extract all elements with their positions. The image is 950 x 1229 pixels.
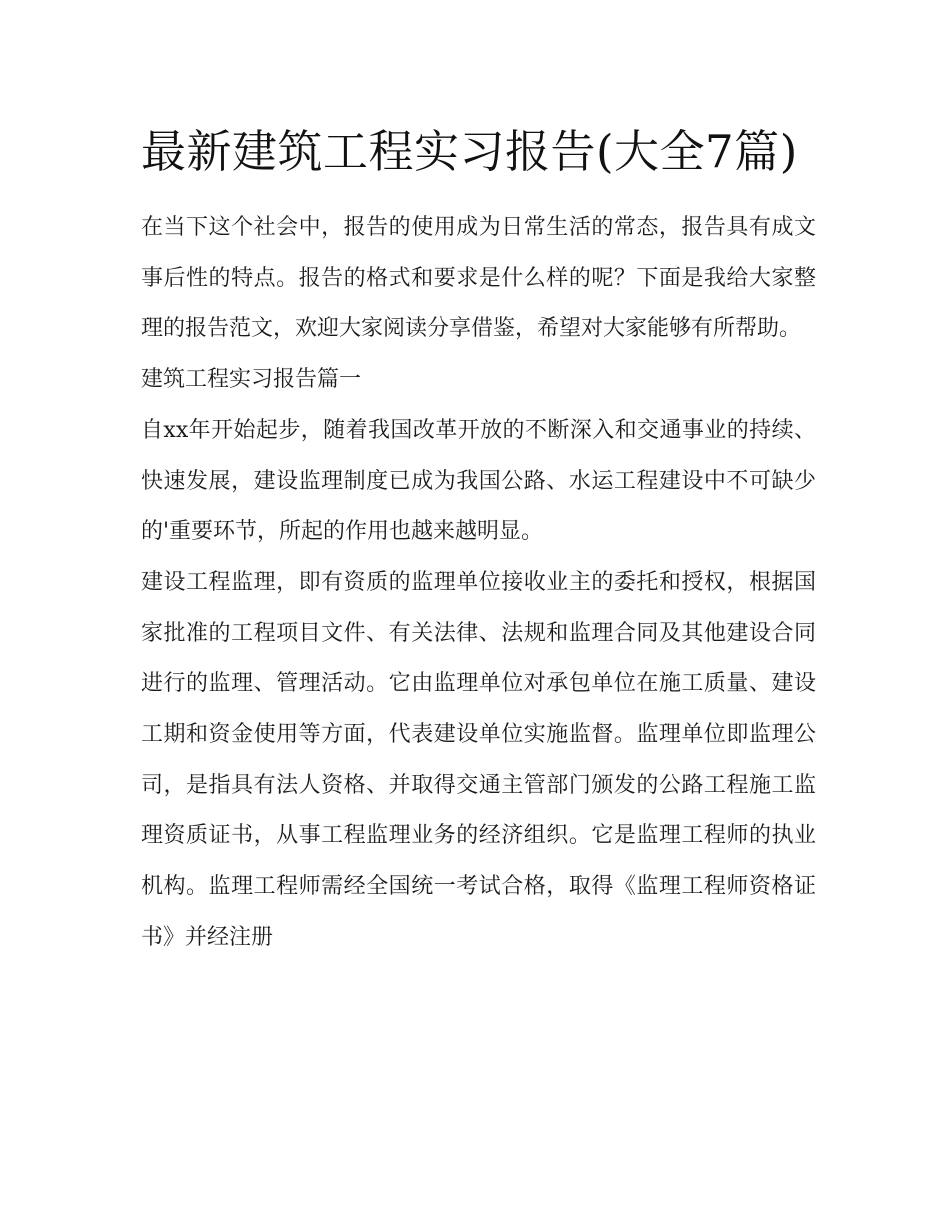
document-body	[141, 112, 816, 964]
document-title: 最新建筑工程实习报告(大全7篇)	[141, 125, 798, 178]
intro-paragraph: 在当下这个社会中，报告的使用成为日常生活的常态，报告具有成文事后性的特点。报告的格式和要求是什么样的呢？下面是我给大家整理的报告范文，欢迎大家阅读分享借鉴，希望对大家能够有所帮助。	[141, 215, 816, 342]
body-paragraph-2: 建设工程监理，即有资质的监理单位接收业主的委托和授权，根据国家批准的工程项目文件、有关法律、法规和监理合同及其他建设合同进行的监理、管理活动。它由监理单位对承包单位在施工质量、建设工期和资金使用等方面，代表建设单位实施监督。监理单位即监理公司，是指具有法人资格、并取得交通主管部门颁发的公路工程施工监理资质证书，从事工程监理业务的经济组织。它是监理工程师的执业机构。监理工程师需经全国统一考试合格，取得《监理工程师资格证书》并经注册	[141, 569, 816, 950]
body-paragraph-1: 自xx年开始起步，随着我国改革开放的不断深入和交通事业的持续、快速发展，建设监理制度已成为我国公路、水运工程建设中不可缺少的'重要环节，所起的作用也越来越明显。	[141, 417, 816, 545]
section-heading: 建筑工程实习报告篇一	[141, 367, 362, 393]
